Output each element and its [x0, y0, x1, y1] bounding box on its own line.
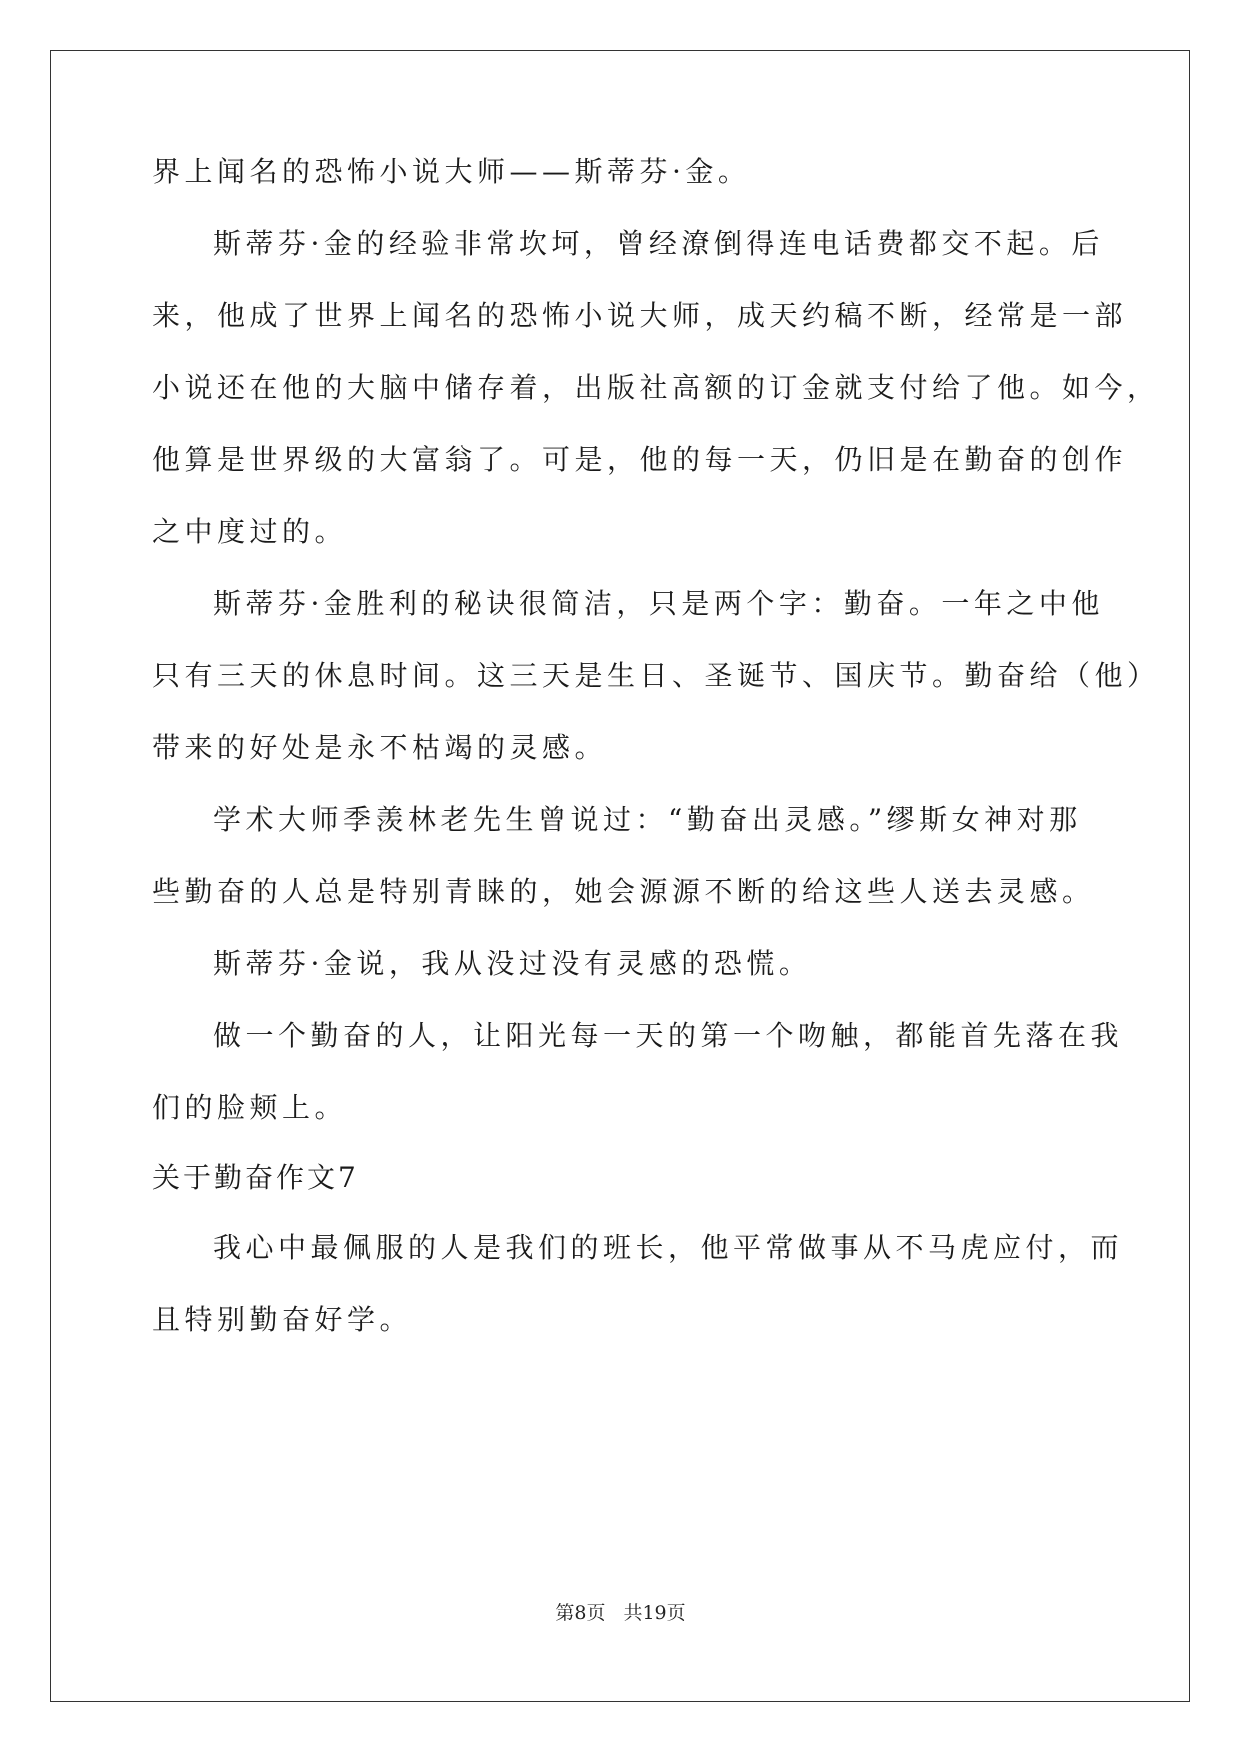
text-line: 只有三天的休息时间。这三天是生日、圣诞节、国庆节。勤奋给（他） — [152, 659, 1160, 692]
text-line: 些勤奋的人总是特别青睐的，她会源源不断的给这些人送去灵感。 — [152, 875, 1095, 908]
text-line: 界上闻名的恐怖小说大师——斯蒂芬·金。 — [152, 155, 751, 188]
text-line: 且特别勤奋好学。 — [152, 1303, 413, 1336]
paragraph-start: 斯蒂芬·金说，我从没过没有灵感的恐慌。 — [213, 947, 812, 980]
paragraph-start: 学术大师季羡林老先生曾说过：“勤奋出灵感。”缪斯女神对那 — [213, 803, 1082, 836]
paragraph-start: 我心中最佩服的人是我们的班长，他平常做事从不马虎应付，而 — [213, 1231, 1124, 1264]
paragraph-start: 斯蒂芬·金胜利的秘诀很简洁，只是两个字：勤奋。一年之中他 — [213, 587, 1104, 620]
paragraph-start: 斯蒂芬·金的经验非常坎坷，曾经潦倒得连电话费都交不起。后 — [213, 227, 1104, 260]
section-heading: 关于勤奋作文7 — [152, 1161, 359, 1194]
text-line: 之中度过的。 — [152, 515, 348, 548]
text-line: 小说还在他的大脑中储存着，出版社高额的订金就支付给了他。如今， — [152, 371, 1160, 404]
page-number: 第8页 — [555, 1602, 606, 1624]
page-footer — [0, 1600, 1241, 1626]
page-total: 共19页 — [623, 1602, 686, 1624]
text-line: 他算是世界级的大富翁了。可是，他的每一天，仍旧是在勤奋的创作 — [152, 443, 1128, 476]
text-line: 来，他成了世界上闻名的恐怖小说大师，成天约稿不断，经常是一部 — [152, 299, 1128, 332]
text-line: 带来的好处是永不枯竭的灵感。 — [152, 731, 608, 764]
paragraph-start: 做一个勤奋的人，让阳光每一天的第一个吻触，都能首先落在我 — [213, 1019, 1124, 1052]
text-line: 们的脸颊上。 — [152, 1091, 348, 1124]
